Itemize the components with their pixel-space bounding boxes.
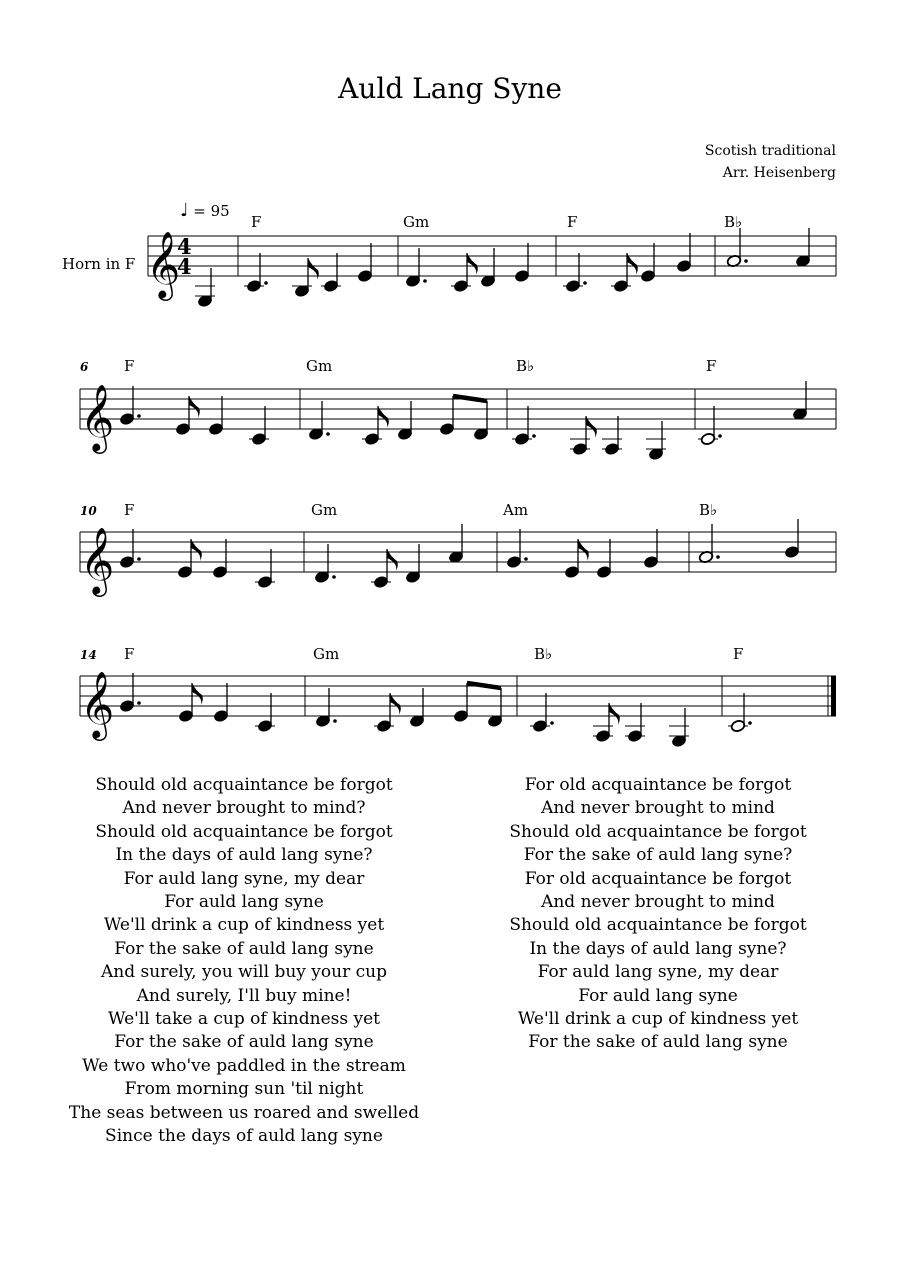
lyric-line: And never brought to mind: [541, 892, 775, 913]
note: [208, 396, 223, 436]
lyric-line: Since the days of auld lang syne: [105, 1126, 383, 1147]
lyric-line: Should old acquaintance be forgot: [95, 821, 393, 842]
note: [669, 708, 689, 748]
note: [646, 421, 666, 461]
lyric-line: For the sake of auld lang syne: [114, 1032, 374, 1053]
chord-symbol: F: [124, 645, 135, 663]
note: [726, 228, 748, 268]
lyric-line: For the sake of auld lang syne?: [523, 845, 793, 866]
time-sig-top: 4: [177, 234, 192, 259]
note: [357, 243, 372, 283]
beam: [453, 396, 487, 401]
note: [255, 693, 275, 733]
lyric-line: For auld lang syne, my dear: [537, 962, 779, 983]
chord-symbols-system-4: [80, 645, 743, 663]
note: [640, 243, 655, 283]
lyric-line: For old acquaintance be forgot: [524, 868, 792, 889]
chord-symbol: F: [251, 213, 262, 231]
note: [119, 673, 141, 713]
note: [177, 539, 202, 579]
note: [643, 529, 658, 569]
treble-clef-icon: 𝄞: [80, 383, 115, 451]
note: [212, 539, 227, 579]
note: [321, 253, 341, 293]
chord-symbol: Gm: [311, 501, 338, 519]
note: [119, 529, 141, 569]
note: [178, 683, 203, 723]
lyric-line: Should old acquaintance be forgot: [509, 915, 807, 936]
note: [625, 703, 645, 743]
note: [487, 688, 502, 728]
note: [371, 549, 398, 589]
beam: [467, 683, 501, 688]
note: [784, 519, 799, 559]
lyric-line: In the days of auld lang syne?: [115, 845, 373, 866]
note: [698, 406, 722, 446]
note: [512, 406, 536, 446]
note: [374, 693, 401, 733]
note: [244, 253, 268, 293]
treble-clef-icon: 𝄞: [80, 526, 115, 594]
note: [397, 401, 412, 441]
staff-system-4: [80, 676, 836, 716]
composer-origin: Scotish traditional: [704, 143, 836, 159]
note: [602, 416, 622, 456]
quarter-note-icon: ♩: [180, 200, 189, 221]
lyric-line: And surely, you will buy your cup: [101, 962, 387, 983]
note: [530, 693, 554, 733]
lyric-line: The seas between us roared and swelled: [68, 1102, 420, 1123]
chord-symbol: B♭: [516, 357, 535, 375]
time-signature: [177, 234, 192, 279]
lyrics-column-left: [64, 774, 424, 1149]
tempo-value: = 95: [193, 202, 230, 220]
lyric-line: For the sake of auld lang syne: [114, 938, 374, 959]
notes-layer: [119, 228, 810, 748]
note: [213, 683, 228, 723]
lyric-line: Should old acquaintance be forgot: [509, 821, 807, 842]
lyric-line: For auld lang syne: [578, 985, 738, 1006]
note: [676, 233, 691, 273]
note: [473, 401, 488, 441]
measure-number: 6: [80, 360, 89, 374]
lyric-line: We'll take a cup of kindness yet: [108, 1009, 380, 1030]
note: [795, 228, 810, 268]
lyrics-column-right: [478, 774, 838, 1055]
note: [195, 268, 215, 308]
note: [119, 386, 141, 426]
lyric-line: For auld lang syne: [164, 892, 324, 913]
lyric-line: And surely, I'll buy mine!: [136, 985, 352, 1006]
note: [249, 406, 269, 446]
lyric-line: And never brought to mind: [541, 798, 775, 819]
note: [698, 524, 720, 564]
chord-symbol: F: [124, 357, 135, 375]
note: [611, 253, 638, 293]
chord-symbol: B♭: [699, 501, 718, 519]
chord-symbols-system-1: [251, 213, 742, 231]
note: [564, 539, 589, 579]
note: [362, 406, 389, 446]
note: [451, 253, 478, 293]
note: [596, 539, 611, 579]
lyric-line: Should old acquaintance be forgot: [95, 775, 393, 795]
note: [792, 381, 807, 421]
arranger: Arr. Heisenberg: [722, 165, 836, 181]
chord-symbol: F: [706, 357, 717, 375]
note: [405, 248, 427, 288]
note: [448, 524, 463, 564]
note: [315, 688, 337, 728]
lyric-line: We'll drink a cup of kindness yet: [103, 915, 385, 936]
chord-symbol: F: [124, 501, 135, 519]
lyric-line: For the sake of auld lang syne: [528, 1032, 788, 1053]
treble-clef-icon: 𝄞: [80, 670, 115, 738]
instrument-name: Horn in F: [62, 255, 136, 273]
note: [175, 396, 200, 436]
note: [453, 683, 468, 723]
chord-symbols-system-3: [80, 501, 717, 519]
note: [480, 248, 495, 288]
note: [308, 401, 330, 441]
note: [593, 703, 620, 743]
lyric-line: And never brought to mind?: [122, 798, 366, 819]
note: [405, 544, 420, 584]
lyric-line: For auld lang syne, my dear: [123, 868, 365, 889]
note: [255, 549, 275, 589]
chord-symbol: B♭: [724, 213, 743, 231]
chord-symbol: B♭: [534, 645, 553, 663]
chord-symbol: Gm: [306, 357, 333, 375]
chord-symbol: Gm: [313, 645, 340, 663]
lyric-line: We two who've paddled in the stream: [82, 1055, 406, 1076]
chord-symbols-system-2: [80, 357, 716, 375]
song-title: Auld Lang Syne: [338, 72, 562, 105]
lyric-line: In the days of auld lang syne?: [529, 938, 787, 959]
final-barline: [831, 676, 836, 716]
note: [728, 693, 752, 733]
measure-number: 14: [80, 648, 97, 662]
note: [514, 243, 529, 283]
treble-clef-icon: 𝄞: [146, 230, 181, 298]
time-sig-bottom: 4: [177, 254, 192, 279]
lyric-line: From morning sun 'til night: [124, 1079, 364, 1100]
note: [439, 396, 454, 436]
chord-symbol: Am: [503, 501, 529, 519]
lyric-line: We'll drink a cup of kindness yet: [517, 1009, 799, 1030]
lyric-line: For old acquaintance be forgot: [524, 775, 792, 795]
note: [570, 416, 597, 456]
note: [314, 544, 336, 584]
note: [563, 253, 587, 293]
measure-number: 10: [80, 504, 97, 518]
note: [409, 688, 424, 728]
chord-symbol: F: [733, 645, 744, 663]
note: [292, 258, 319, 298]
note: [506, 529, 528, 569]
chord-symbol: Gm: [403, 213, 430, 231]
chord-symbol: F: [567, 213, 578, 231]
